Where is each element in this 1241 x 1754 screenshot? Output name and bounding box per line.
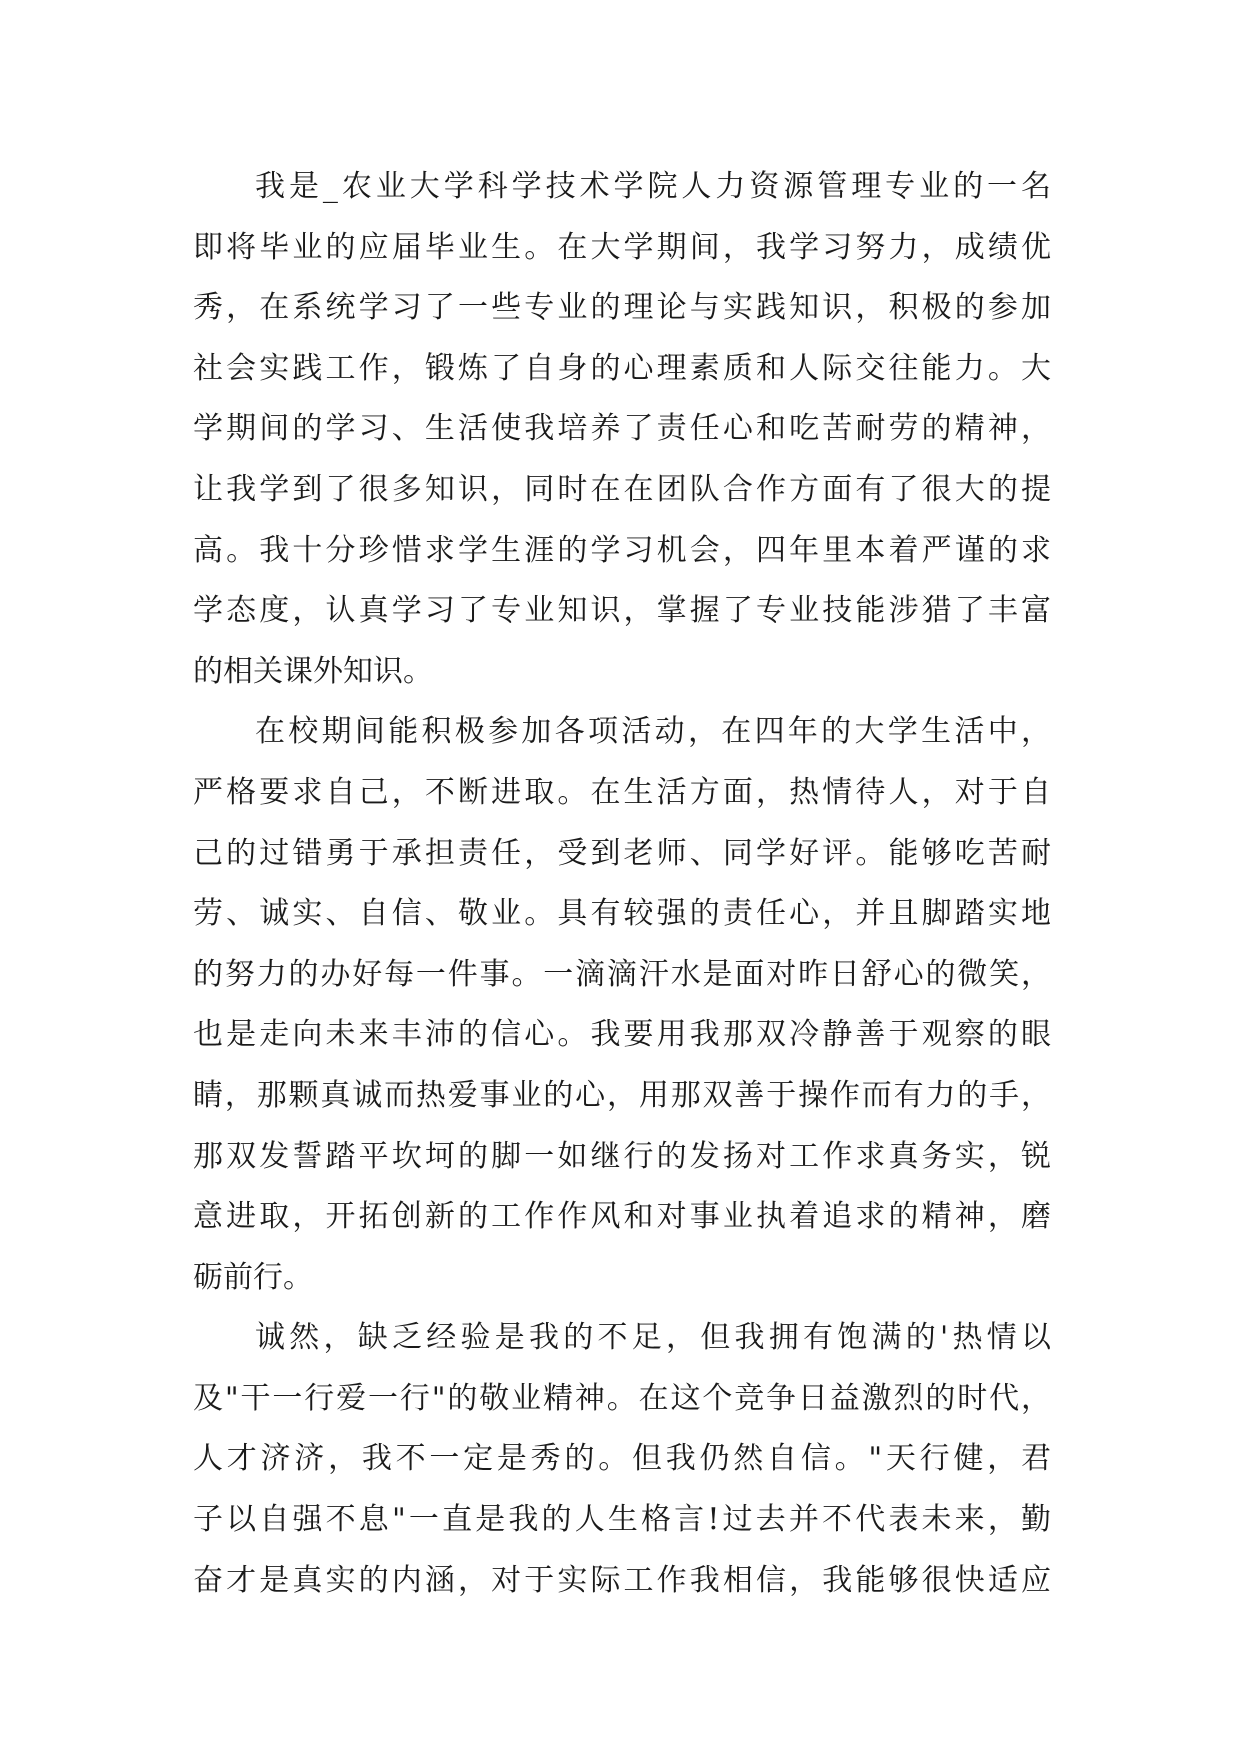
text-line: 砺前行。 — [193, 1259, 313, 1295]
text-line: 的努力的办好每一件事。一滴滴汗水是面对昨日舒心的微笑， — [193, 956, 1051, 992]
text-line: 学期间的学习、生活使我培养了责任心和吃苦耐劳的精神， — [193, 411, 1051, 447]
text-line: 学态度，认真学习了专业知识，掌握了专业技能涉猎了丰富 — [193, 593, 1051, 629]
paragraph-3 — [193, 1308, 1051, 1611]
document-body — [193, 157, 1051, 1611]
text-line: 奋才是真实的内涵，对于实际工作我相信，我能够很快适应 — [193, 1562, 1051, 1598]
paragraph-1 — [193, 157, 1051, 702]
text-line: 那双发誓踏平坎坷的脚一如继行的发扬对工作求真务实，锐 — [193, 1138, 1051, 1174]
text-line: 秀，在系统学习了一些专业的理论与实践知识，积极的参加 — [193, 290, 1051, 326]
paragraph-2 — [193, 702, 1051, 1308]
text-line: 及"干一行爱一行"的敬业精神。在这个竞争日益激烈的时代， — [193, 1380, 1051, 1416]
text-line: 在校期间能积极参加各项活动，在四年的大学生活中， — [255, 714, 1051, 750]
text-line: 意进取，开拓创新的工作作风和对事业执着追求的精神，磨 — [193, 1199, 1051, 1235]
text-line: 己的过错勇于承担责任，受到老师、同学好评。能够吃苦耐 — [193, 835, 1051, 871]
text-line: 即将毕业的应届毕业生。在大学期间，我学习努力，成绩优 — [193, 229, 1051, 265]
text-line: 高。我十分珍惜求学生涯的学习机会，四年里本着严谨的求 — [193, 532, 1051, 568]
text-line: 我是_农业大学科学技术学院人力资源管理专业的一名 — [255, 169, 1051, 204]
text-line: 也是走向未来丰沛的信心。我要用我那双冷静善于观察的眼 — [193, 1017, 1051, 1053]
text-line: 睛，那颗真诚而热爱事业的心，用那双善于操作而有力的手， — [193, 1077, 1051, 1113]
text-line: 劳、诚实、自信、敬业。具有较强的责任心，并且脚踏实地 — [193, 896, 1051, 932]
text-line: 子以自强不息"一直是我的人生格言!过去并不代表未来，勤 — [193, 1502, 1051, 1538]
text-line: 社会实践工作，锻炼了自身的心理素质和人际交往能力。大 — [193, 350, 1051, 386]
text-line: 严格要求自己，不断进取。在生活方面，热情待人，对于自 — [193, 774, 1051, 810]
text-line: 的相关课外知识。 — [193, 653, 433, 689]
text-line: 诚然，缺乏经验是我的不足，但我拥有饱满的'热情以 — [255, 1320, 1051, 1356]
text-line: 人才济济，我不一定是秀的。但我仍然自信。"天行健，君 — [193, 1441, 1051, 1477]
text-line: 让我学到了很多知识，同时在在团队合作方面有了很大的提 — [193, 471, 1051, 507]
